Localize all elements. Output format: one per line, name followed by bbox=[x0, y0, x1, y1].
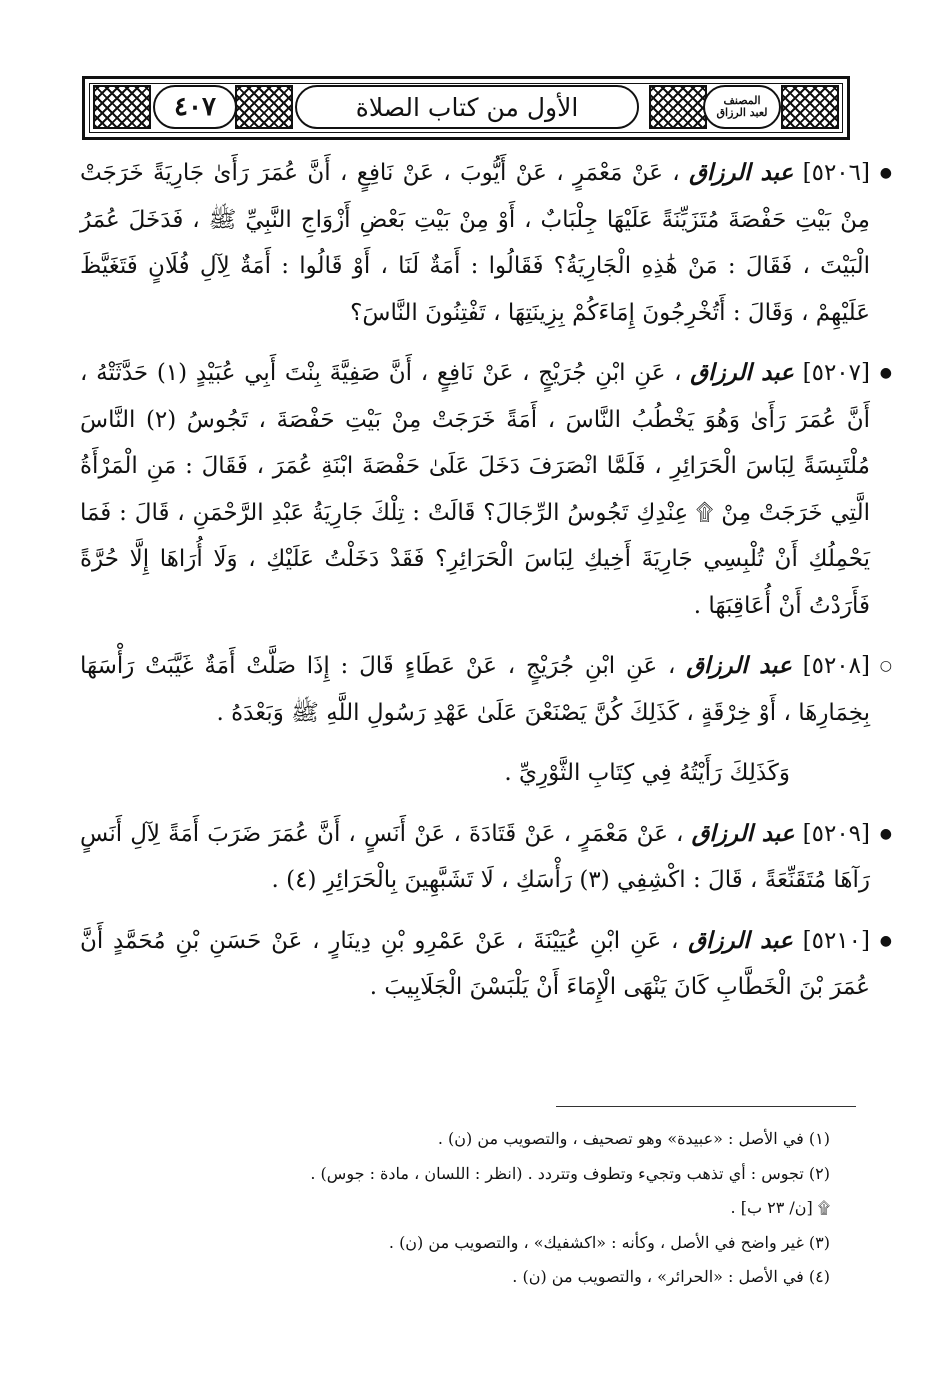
footnote-4: (٤) في الأصل : «الحرائر» ، والتصويب من (ن) . bbox=[512, 1267, 830, 1286]
page-number: ٤٠٧ bbox=[153, 85, 237, 129]
ornament-center-left bbox=[235, 85, 293, 129]
hadith-number: [٥٢٠٧] bbox=[802, 360, 870, 386]
bullet-icon: ● bbox=[879, 825, 892, 842]
logo-line-1: المصنف bbox=[723, 94, 761, 107]
hadith-number: [٥٢٠٩] bbox=[802, 820, 871, 847]
hadith-entry-5208 bbox=[80, 643, 892, 736]
logo-line-2: لعبد الرزاق bbox=[716, 106, 768, 119]
footnote-manuscript-ref: ۩ [ن/ ٢٣ ب] . bbox=[730, 1198, 830, 1217]
running-title: الأول من كتاب الصلاة bbox=[295, 85, 639, 129]
hadith-entry-5209 bbox=[80, 811, 892, 904]
author-name: عبد الرزاق bbox=[689, 159, 794, 186]
hadith-text bbox=[80, 150, 892, 1025]
note-line: وَكَذَلِكَ رَأَيْتُهُ فِي كِتَابِ الثَّوْرِيِّ . bbox=[504, 760, 790, 786]
hadith-body: ، عَنْ مَعْمَرٍ ، عَنْ أَيُّوبَ ، عَنْ نَافِعٍ ، أَنَّ عُمَرَ رَأَىٰ جَارِيَةً خَرَجَتْ مِنْ بَيْتِ حَفْصَةَ مُتَزَيِّنَةً عَلَيْهَا جِلْبَابٌ ، أَوْ مِنْ بَيْتِ بَعْضِ أَزْوَاجِ النَّبِيِّ ﷺ ، فَدَخَلَ عُمَرُ الْبَيْتَ ، فَقَالَ : مَنْ هَٰذِهِ الْجَارِيَةُ؟ فَقَالُوا : أَمَةٌ لَنَا ، أَوْ قَالُوا : أَمَةٌ لِآلِ فُلَانٍ فَتَغَيَّظَ عَلَيْهِمْ ، وَقَالَ : أَتُخْرِجُونَ إِمَاءَكُمْ بِزِينَتِهَا ، تَفْتِنُونَ النَّاسَ؟ bbox=[80, 160, 870, 326]
bullet-icon: ● bbox=[879, 365, 892, 381]
hadith-body: ، عَنِ ابْنِ جُرَيْجٍ ، عَنْ عَطَاءٍ قَالَ : إِذَا صَلَّتْ أَمَةٌ غَيَّبَتْ رَأْسَهَا بِخِمَارِهَا ، أَوْ خِرْقَةٍ ، كَذَلِكَ كُنَّ يَصْنَعْنَ عَلَىٰ عَهْدِ رَسُولِ اللَّهِ ﷺ وَبَعْدَهُ . bbox=[80, 653, 870, 726]
footnote-1: (١) في الأصل : «عبيدة» وهو تصحيف ، والتصويب من (ن) . bbox=[437, 1129, 830, 1148]
ornament-right bbox=[781, 85, 839, 129]
page-header bbox=[82, 76, 850, 140]
ornament-center-right bbox=[649, 85, 707, 129]
hadith-entry-5207 bbox=[80, 350, 892, 629]
ornament-left bbox=[93, 85, 151, 129]
hadith-entry-5206 bbox=[80, 150, 892, 336]
hadith-entry-5210 bbox=[80, 918, 892, 1011]
footnote-2: (٢) تجوس : أي تذهب وتجيء وتطوف وتتردد . (انظر : اللسان ، مادة : جوس) . bbox=[310, 1163, 830, 1183]
author-name: عبد الرزاق bbox=[686, 652, 792, 679]
author-name: عبد الرزاق bbox=[690, 359, 794, 386]
footnote-3: (٣) غير واضح في الأصل ، وكأنه : «اكشفيك» ، والتصويب من (ن) . bbox=[388, 1232, 830, 1252]
footnote-divider bbox=[556, 1106, 856, 1107]
bullet-icon: ● bbox=[879, 165, 892, 181]
footnotes bbox=[80, 1122, 860, 1295]
bullet-icon: ● bbox=[879, 932, 892, 949]
hadith-body: ، عَنِ ابْنِ جُرَيْجٍ ، عَنْ نَافِعٍ ، أَنَّ صَفِيَّةَ بِنْتَ أَبِي عُبَيْدٍ (١) حَدَّثَتْهُ ، أَنَّ عُمَرَ رَأَىٰ وَهُوَ يَخْطُبُ النَّاسَ ، أَمَةً خَرَجَتْ مِنْ بَيْتِ حَفْصَةَ ، تَجُوسُ (٢) النَّاسَ مُلْتَبِسَةً لِبَاسَ الْحَرَائِرِ ، فَلَمَّا انْصَرَفَ دَخَلَ عَلَىٰ حَفْصَةَ ابْنَةِ عُمَرَ ، فَقَالَ : مَنِ الْمَرْأَةُ الَّتِي خَرَجَتْ مِنْ ۩ عِنْدِكِ تَجُوسُ الرِّجَالَ؟ قَالَتْ : تِلْكَ جَارِيَةُ عَبْدِ الرَّحْمَنِ ، قَالَ : فَمَا يَحْمِلُكِ أَنْ تُلْبِسِي جَارِيَةَ أَخِيكِ لِبَاسَ الْحَرَائِرِ؟ فَقَدْ دَخَلْتُ عَلَيْكِ ، وَلَا أُرَاهَا إِلَّا حُرَّةً فَأَرَدْتُ أَنْ أُعَاقِبَهَا . bbox=[80, 360, 870, 619]
book-logo bbox=[703, 85, 781, 129]
author-name: عبد الرزاق bbox=[691, 819, 795, 847]
hadith-number: [٥٢٠٨] bbox=[802, 653, 870, 679]
hadith-number: [٥٢١٠] bbox=[802, 927, 870, 954]
hadith-body: ، عَنِ ابْنِ عُيَيْنَةَ ، عَنْ عَمْرِو بْنِ دِينَارٍ ، عَنْ حَسَنِ بْنِ مُحَمَّدٍ أَنَّ عُمَرَ بْنَ الْخَطَّابِ كَانَ يَنْهَى الْإِمَاءَ أَنْ يَلْبَسْنَ الْجَلَابِيبَ . bbox=[80, 927, 870, 1000]
hollow-bullet-icon: ○ bbox=[879, 658, 892, 674]
hadith-number: [٥٢٠٦] bbox=[802, 160, 870, 186]
hadith-body: ، عَنْ مَعْمَرٍ ، عَنْ قَتَادَةَ ، عَنْ أَنَسٍ ، أَنَّ عُمَرَ ضَرَبَ أَمَةً لِآلِ أَنَسٍ رَآهَا مُتَقَنِّعَةً ، قَالَ : اكْشِفِي (٣) رَأْسَكِ ، لَا تَشَبَّهِينَ بِالْحَرَائِرِ (٤) . bbox=[80, 820, 870, 893]
author-name: عبد الرزاق bbox=[688, 926, 793, 954]
